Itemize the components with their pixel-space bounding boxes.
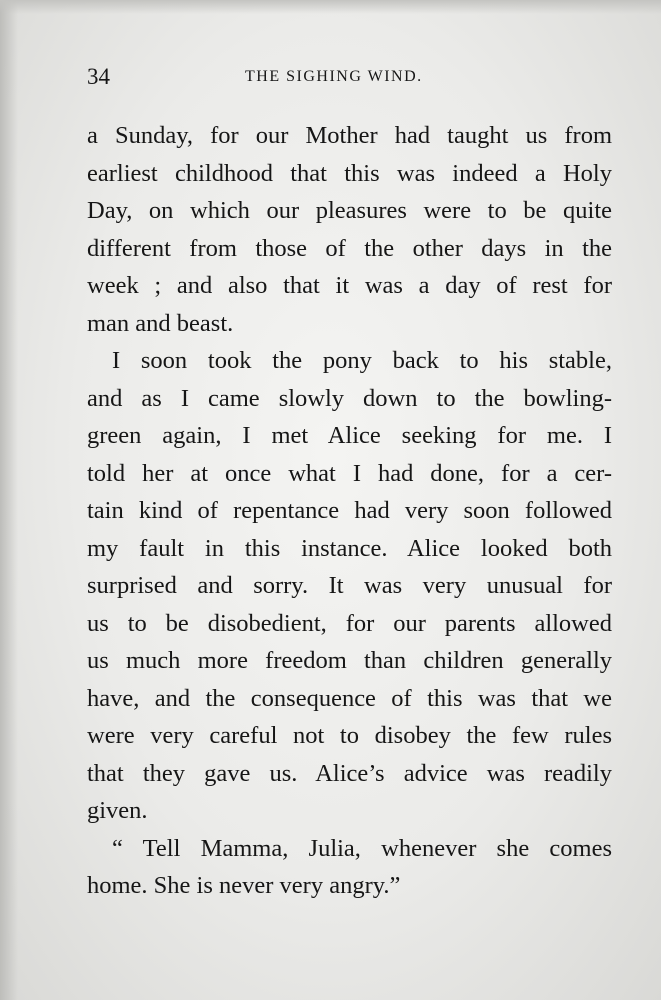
- text-line: week ; and also that it was a day of rest for: [87, 272, 612, 299]
- text-line: I soon took the pony back to his stable,: [112, 347, 612, 374]
- text-line: and as I came slowly down to the bowling-: [87, 384, 612, 412]
- text-line: different from those of the other days in the: [87, 234, 612, 262]
- text-line: a Sunday, for our Mother had taught us from: [87, 122, 612, 149]
- text-line: green again, I met Alice seeking for me. I: [87, 422, 612, 449]
- text-line: earliest childhood that this was indeed a Holy: [87, 159, 612, 187]
- running-head: THE SIGHING WIND.: [245, 68, 423, 85]
- text-line: surprised and sorry. It was very unusual for: [87, 572, 612, 599]
- page-edge-shadow-top: [0, 0, 661, 14]
- text-line: us to be disobedient, for our parents allowed: [87, 609, 612, 637]
- text-line: tain kind of repentance had very soon followed: [87, 497, 612, 524]
- body-text: [87, 117, 612, 905]
- text-line: Day, on which our pleasures were to be quite: [87, 197, 612, 224]
- text-line: have, and the consequence of this was that we: [87, 684, 612, 712]
- text-line: “ Tell Mamma, Julia, whenever she comes: [112, 834, 612, 862]
- text-line: that they gave us. Alice’s advice was readily: [87, 759, 612, 787]
- text-line: man and beast.: [87, 309, 234, 337]
- text-line: told her at once what I had done, for a cer-: [87, 459, 612, 487]
- text-line: us much more freedom than children generally: [87, 647, 612, 674]
- page-header: [87, 62, 612, 92]
- page-edge-shadow-left: [0, 0, 18, 1000]
- text-line: home. She is never very angry.”: [87, 872, 401, 899]
- page-number: 34: [87, 64, 110, 89]
- text-line: given.: [87, 797, 148, 824]
- text-line: my fault in this instance. Alice looked both: [87, 534, 612, 562]
- text-line: were very careful not to disobey the few rules: [87, 722, 612, 749]
